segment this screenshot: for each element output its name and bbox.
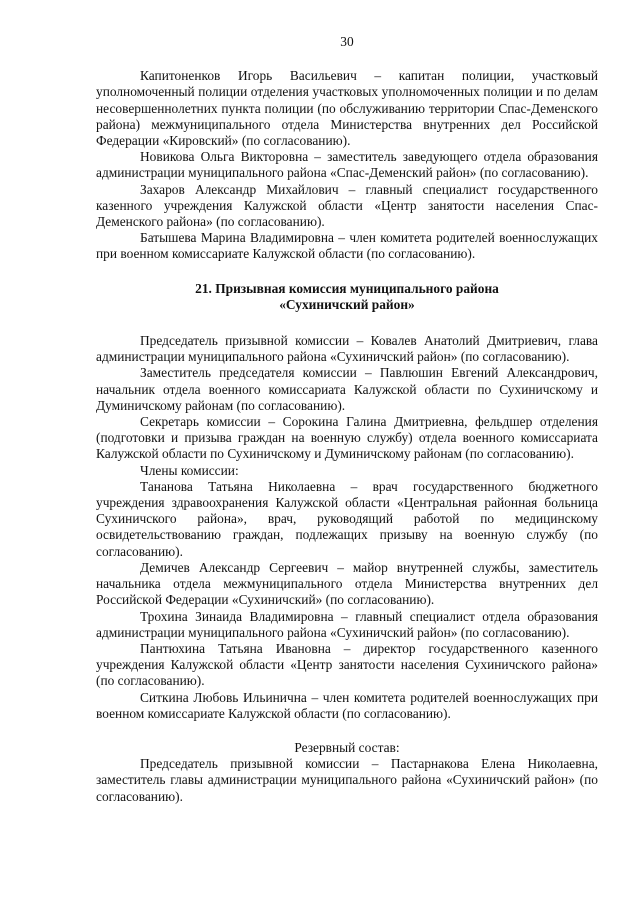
member-paragraph: Батышева Марина Владимировна – член комитета родителей военнослужащих при военном комиссариате Калужской области (по согласованию). xyxy=(96,230,598,262)
section-title-line-2: «Сухиничский район» xyxy=(279,296,415,312)
member-paragraph: Пантюхина Татьяна Ивановна – директор государственного казенного учреждения Калужской области «Центр занятости населения Сухиничского района» (по согласованию). xyxy=(96,640,598,689)
member-paragraph: Захаров Александр Михайлович – главный специалист государственного казенного учреждения Калужской области «Центр занятости населения Спас-Деменского района» (по согласованию). xyxy=(96,181,598,230)
member-paragraph: Тананова Татьяна Николаевна – врач государственного бюджетного учреждения здравоохранения Калужской области «Центральная районная больница Сухиничского района», врач, руководящий работой по медицинскому освидетельствованию граждан, подлежащих призыву на военную службу (по согласованию). xyxy=(96,478,598,559)
reserve-heading: Резервный состав: xyxy=(294,739,400,755)
deputy-paragraph: Заместитель председателя комиссии – Павлюшин Евгений Александрович, начальник отдела военного комиссариата Калужской области по Сухиничскому и Думиничскому районам (по согласованию). xyxy=(96,365,598,413)
chairman-paragraph: Председатель призывной комиссии – Ковалев Анатолий Дмитриевич, глава администрации муниципального района «Сухиничский район» (по согласованию). xyxy=(96,333,598,365)
section-title-line-1: 21. Призывная комиссия муниципального района xyxy=(195,280,499,296)
commission-members-list xyxy=(96,479,598,722)
member-paragraph: Демичев Александр Сергеевич – майор внутренней службы, заместитель начальника отдела межмуниципального отдела Министерства внутренних дел Российской Федерации «Сухиничский» (по согласованию). xyxy=(96,559,598,608)
members-heading: Члены комиссии: xyxy=(140,462,239,478)
secretary-paragraph: Секретарь комиссии – Сорокина Галина Дмитриевна, фельдшер отделения (подготовки и призыва граждан на военную службу) отдела военного комиссариата Калужской области по Сухиничскому и Думиничскому районам (по согласованию). xyxy=(96,414,598,462)
page-number: 30 xyxy=(340,34,354,49)
member-paragraph: Трохина Зинаида Владимировна – главный специалист отдела образования администрации муниципального района «Сухиничский район» (по согласованию). xyxy=(96,608,598,640)
member-paragraph: Капитоненков Игорь Васильевич – капитан полиции, участковый уполномоченный полиции отделения участковых уполномоченных полиции и по делам несовершеннолетних пункта полиции (по обслуживанию территории Спас-Деменского района) межмуниципального отдела Министерства внутренних дел Российской Федерации «Кировский» (по согласованию). xyxy=(96,68,598,149)
member-paragraph: Новикова Ольга Викторовна – заместитель заведующего отдела образования администрации муниципального района «Спас-Деменский район» (по согласованию). xyxy=(96,149,598,181)
document-page xyxy=(96,34,598,805)
reserve-chairman-paragraph: Председатель призывной комиссии – Пастарнакова Елена Николаевна, заместитель главы администрации муниципального района «Сухиничский район» (по согласованию). xyxy=(96,756,598,804)
member-paragraph: Ситкина Любовь Ильинична – член комитета родителей военнослужащих при военном комиссариате Калужской области (по согласованию). xyxy=(96,689,598,721)
intro-members-list xyxy=(96,68,598,262)
